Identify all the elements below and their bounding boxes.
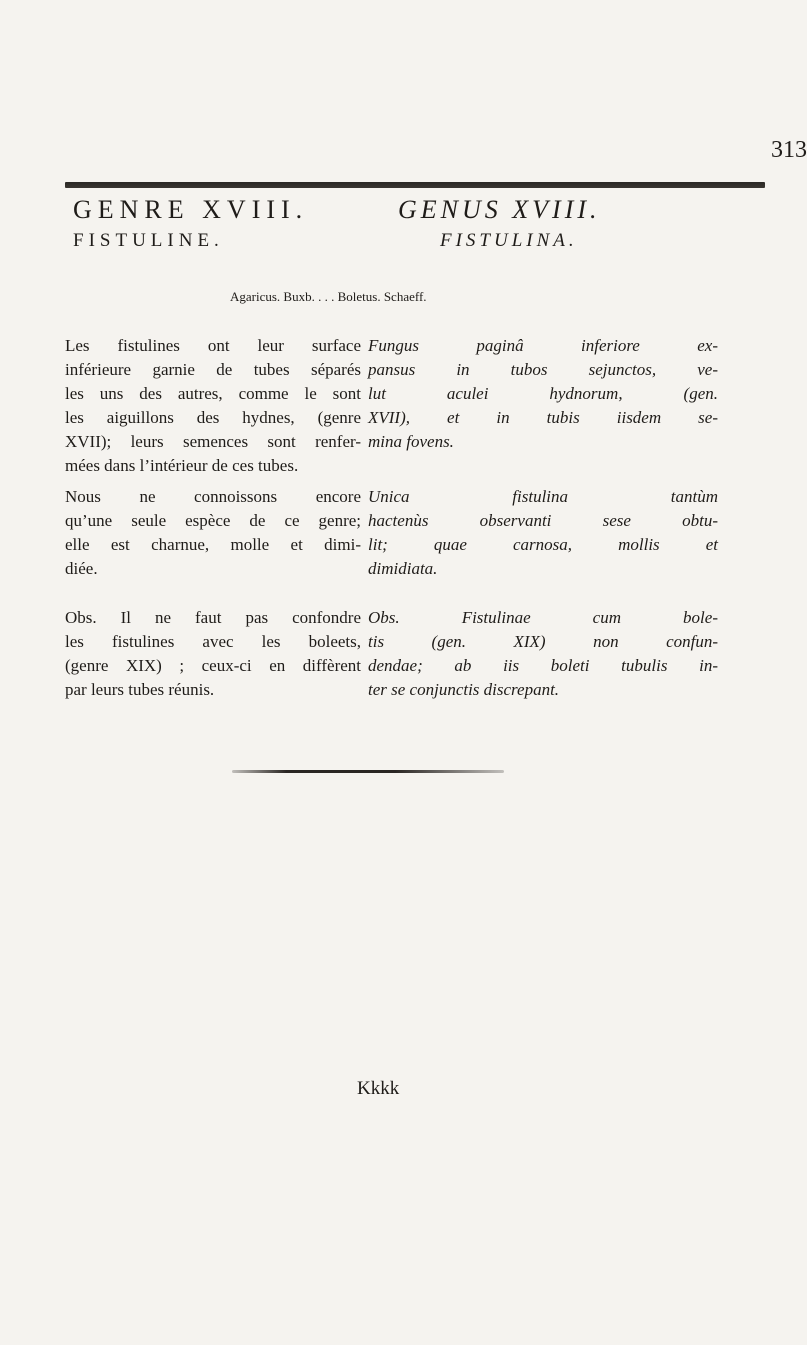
- genus-heading-french: GENRE XVIII.: [73, 195, 309, 224]
- bottom-rule: [232, 770, 504, 773]
- genus-name-french: FISTULINE.: [73, 230, 224, 251]
- latin-paragraph-description: [368, 334, 718, 454]
- text-line: elle est charnue, molle et dimi-: [65, 535, 361, 554]
- text-line: les uns des autres, comme le sont: [65, 384, 361, 403]
- latin-paragraph-species: [368, 485, 718, 581]
- text-line: Nous ne connoissons encore: [65, 487, 361, 506]
- text-line: Obs. Fistulinae cum bole-: [368, 608, 718, 627]
- text-line: ter se conjunctis discrepant.: [368, 680, 560, 699]
- french-paragraph-observation: [65, 606, 361, 702]
- top-rule: [65, 182, 765, 188]
- text-line: dimidiata.: [368, 559, 438, 578]
- synonyms-line: Agaricus. Buxb. . . . Boletus. Schaeff.: [230, 289, 427, 304]
- text-line: dendae; ab iis boleti tubulis in-: [368, 656, 718, 675]
- text-line: inférieure garnie de tubes séparés: [65, 360, 361, 379]
- french-paragraph-species: [65, 485, 361, 581]
- text-line: lit; quae carnosa, mollis et: [368, 535, 718, 554]
- text-line: Les fistulines ont leur surface: [65, 336, 361, 355]
- text-line: XVII); leurs semences sont renfer-: [65, 432, 361, 451]
- latin-paragraph-observation: [368, 606, 718, 702]
- page-number: 313: [771, 137, 807, 163]
- text-line: Fungus paginâ inferiore ex-: [368, 336, 718, 355]
- text-line: qu’une seule espèce de ce genre;: [65, 511, 361, 530]
- signature-mark: Kkkk: [357, 1078, 400, 1099]
- text-line: par leurs tubes réunis.: [65, 680, 215, 699]
- text-line: les fistulines avec les boleets,: [65, 632, 361, 651]
- text-line: mées dans l’intérieur de ces tubes.: [65, 456, 299, 475]
- text-line: diée.: [65, 559, 98, 578]
- text-line: pansus in tubos sejunctos, ve-: [368, 360, 718, 379]
- text-line: lut aculei hydnorum, (gen.: [368, 384, 718, 403]
- text-line: tis (gen. XIX) non confun-: [368, 632, 718, 651]
- text-line: XVII), et in tubis iisdem se-: [368, 408, 718, 427]
- genus-heading-latin: GENUS XVIII.: [398, 195, 601, 224]
- text-line: Obs. Il ne faut pas confondre: [65, 608, 361, 627]
- text-line: mina fovens.: [368, 432, 454, 451]
- text-line: (genre XIX) ; ceux-ci en diffèrent: [65, 656, 361, 675]
- text-line: les aiguillons des hydnes, (genre: [65, 408, 361, 427]
- genus-name-latin: FISTULINA.: [440, 230, 578, 251]
- text-line: Unica fistulina tantùm: [368, 487, 718, 506]
- french-paragraph-description: [65, 334, 361, 478]
- text-line: hactenùs observanti sese obtu-: [368, 511, 718, 530]
